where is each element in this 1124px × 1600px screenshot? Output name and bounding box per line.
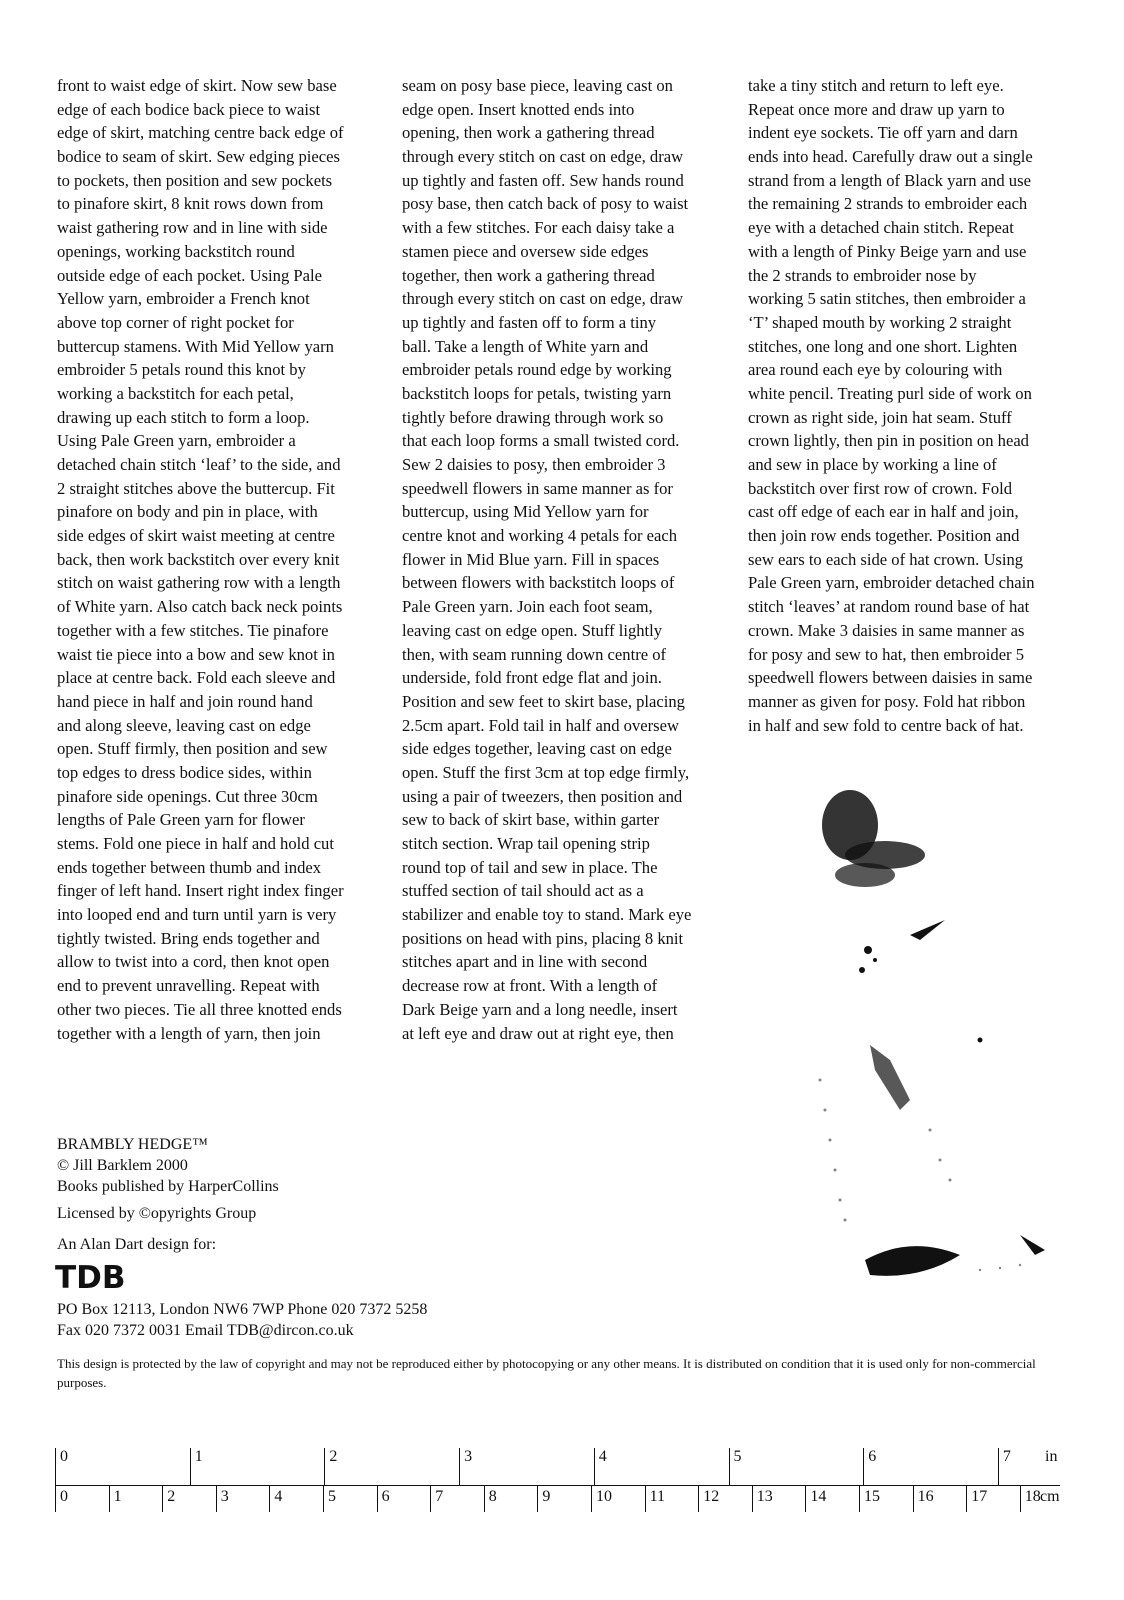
text-line: working 5 satin stitches, then embroider a (748, 289, 1026, 309)
brand-name: BRAMBLY HEDGE™ (57, 1136, 208, 1153)
text-line: above top corner of right pocket for (57, 312, 294, 332)
text-line: stitch section. Wrap tail opening strip (402, 834, 650, 853)
text-line: at left eye and draw out at right eye, then (402, 1023, 674, 1043)
text-line: stabilizer and enable toy to stand. Mark eye (402, 905, 692, 925)
text-line: detached chain stitch ‘leaf’ to the side, and (57, 455, 341, 474)
inch-unit: in (1045, 1448, 1058, 1465)
text-line: Pale Green yarn. Join each foot seam, (402, 597, 653, 617)
cm-tick (377, 1485, 378, 1512)
contact-line: Fax 020 7372 0031 Email TDB@dircon.co.uk (57, 1322, 354, 1339)
text-line: Using Pale Green yarn, embroider a (57, 431, 296, 451)
cm-tick (323, 1485, 324, 1512)
text-line: decrease row at front. With a length of (402, 976, 658, 996)
text-line: finger of left hand. Insert right index finger (57, 881, 344, 901)
text-line: front to waist edge of skirt. Now sew base (57, 76, 337, 95)
text-line: end to prevent unravelling. Repeat with (57, 976, 320, 996)
text-line: stuffed section of tail should act as a (402, 881, 644, 901)
cm-label: 13 (756, 1488, 773, 1505)
text-line: underside, fold front edge flat and join. (402, 668, 662, 688)
text-line: sew to back of skirt base, within garter (402, 810, 660, 830)
text-line: Position and sew feet to skirt base, placing (402, 691, 685, 711)
designer-line: An Alan Dart design for: (57, 1236, 217, 1253)
cm-tick (645, 1485, 646, 1512)
text-column-1 (57, 74, 392, 1045)
text-line: eye with a detached chain stitch. Repeat (748, 218, 1014, 238)
text-line: then, with seam running down centre of (402, 644, 667, 664)
text-line: ends into head. Carefully draw out a single (748, 147, 1033, 167)
text-line: together with a length of yarn, then join (57, 1023, 321, 1043)
tdb-logo: TDB (55, 1260, 126, 1296)
text-column-2 (402, 74, 737, 1045)
cm-tick (913, 1485, 914, 1512)
cm-tick (484, 1485, 485, 1512)
cm-label: 3 (220, 1488, 229, 1505)
text-line: back, then work backstitch over every knit (57, 549, 340, 569)
text-line: for posy and sew to hat, then embroider 5 (748, 644, 1025, 664)
cm-label: 16 (917, 1488, 934, 1505)
cm-tick (55, 1485, 56, 1512)
text-line: Sew 2 daisies to posy, then embroider 3 (402, 455, 666, 474)
inch-label: 4 (598, 1448, 607, 1465)
inch-label: 0 (60, 1448, 68, 1465)
inch-label: 6 (868, 1448, 877, 1465)
text-line: buttercup, using Mid Yellow yarn for (402, 502, 649, 522)
measurement-ruler (55, 1448, 1065, 1520)
text-line: speedwell flowers in same manner as for (402, 478, 673, 498)
text-line: tightly twisted. Bring ends together and (57, 928, 320, 948)
text-line: other two pieces. Tie all three knotted ends (57, 999, 342, 1019)
text-line: drawing up each stitch to form a loop. (57, 407, 310, 427)
text-line: through every stitch on cast on edge, draw (402, 289, 684, 309)
cm-tick (430, 1485, 431, 1512)
text-line: ball. Take a length of White yarn and (402, 336, 649, 356)
inch-tick (729, 1448, 730, 1485)
text-line: buttercup stamens. With Mid Yellow yarn (57, 336, 334, 356)
text-line: indent eye sockets. Tie off yarn and darn (748, 123, 1018, 143)
text-line: allow to twist into a cord, then knot open (57, 952, 330, 972)
text-line: openings, working backstitch round (57, 241, 295, 261)
cm-label: 9 (542, 1488, 551, 1505)
text-line: the remaining 2 strands to embroider each (748, 194, 1028, 214)
text-line: that each loop forms a small twisted cord. (402, 431, 680, 451)
text-line: backstitch over first row of crown. Fold (748, 478, 1013, 498)
text-line: cast off edge of each ear in half and join, (748, 502, 1019, 522)
text-line: centre knot and working 4 petals for each (402, 526, 678, 546)
text-line: stitch ‘leaves’ at random round base of hat (748, 597, 1030, 617)
text-line: backstitch loops for petals, twisting yarn (402, 383, 672, 403)
text-line: embroider petals round edge by working (402, 360, 672, 380)
text-line: speedwell flowers between daisies in same (748, 668, 1033, 688)
text-line: with a length of Pinky Beige yarn and use (748, 241, 1027, 261)
inch-label: 3 (464, 1448, 473, 1465)
text-line: side edges of skirt waist meeting at centre (57, 526, 335, 546)
text-line: strand from a length of Black yarn and use (748, 170, 1031, 190)
inch-tick (190, 1448, 191, 1485)
cm-label: 14 (810, 1488, 827, 1505)
cm-tick (537, 1485, 538, 1512)
text-line: then join row ends together. Position and (748, 526, 1020, 546)
inch-tick (324, 1448, 325, 1485)
text-line: with a few stitches. For each daisy take a (402, 218, 675, 238)
text-line: hand piece in half and join round hand (57, 691, 313, 711)
text-line: stitch on waist gathering row with a length (57, 573, 341, 593)
cm-label: 15 (864, 1488, 880, 1505)
copyright-disclaimer: This design is protected by the law of copyright and may not be reproduced either by photocopying or any other means. It is distributed on condition that it is used only for non-commercial purposes. (57, 1356, 1036, 1390)
text-line: working a backstitch for each petal, (57, 383, 294, 403)
cm-label: 12 (703, 1488, 720, 1505)
text-line: place at centre back. Fold each sleeve and (57, 668, 336, 688)
cm-tick (591, 1485, 592, 1512)
text-line: up tightly and fasten off. Sew hands round (402, 170, 684, 190)
cm-tick (859, 1485, 860, 1512)
text-line: edge of each bodice back piece to waist (57, 99, 321, 119)
cm-label: 10 (596, 1488, 612, 1505)
text-line: white pencil. Treating purl side of work on (748, 383, 1032, 403)
text-line: edge of skirt, matching centre back edge of (57, 123, 344, 143)
cm-label: 8 (488, 1488, 497, 1505)
cm-label: 4 (274, 1488, 283, 1505)
cm-label: 5 (328, 1488, 336, 1505)
cm-label: 6 (381, 1488, 390, 1505)
publisher-line: Books published by HarperCollins (57, 1178, 279, 1195)
text-line: between flowers with backstitch loops of (402, 573, 675, 593)
text-line: of White yarn. Also catch back neck points (57, 597, 343, 617)
text-line: using a pair of tweezers, then position and (402, 786, 683, 806)
cm-tick (162, 1485, 163, 1512)
inch-tick (55, 1448, 56, 1485)
text-line: positions on head with pins, placing 8 knit (402, 928, 684, 948)
cm-tick (216, 1485, 217, 1512)
text-line: tightly before drawing through work so (402, 407, 664, 427)
text-line: posy base, then catch back of posy to waist (402, 194, 689, 214)
text-line: Pale Green yarn, embroider detached chain (748, 573, 1035, 593)
text-line: bodice to seam of skirt. Sew edging pieces (57, 147, 340, 167)
text-line: 2 straight stitches above the buttercup. Fit (57, 478, 335, 498)
text-line: stitches apart and in line with second (402, 952, 648, 972)
text-line: to pockets, then position and sew pockets (57, 170, 333, 190)
text-line: Repeat once more and draw up yarn to (748, 99, 1005, 119)
text-line: up tightly and fasten off to form a tiny (402, 312, 657, 332)
cm-tick (805, 1485, 806, 1512)
inch-label: 2 (329, 1448, 338, 1465)
cm-unit: cm (1040, 1488, 1060, 1505)
text-line: to pinafore skirt, 8 knit rows down from (57, 194, 324, 214)
text-line: opening, then work a gathering thread (402, 123, 655, 143)
text-line: waist tie piece into a bow and sew knot in (57, 644, 335, 664)
text-line: area round each eye by colouring with (748, 360, 1003, 380)
text-line: outside edge of each pocket. Using Pale (57, 265, 322, 285)
address-line: PO Box 12113, London NW6 7WP Phone 020 7372 5258 (57, 1301, 428, 1318)
text-line: into looped end and turn until yarn is very (57, 905, 337, 925)
text-line: 2.5cm apart. Fold tail in half and oversew (402, 715, 679, 735)
text-line: crown lightly, then pin in position on head (748, 431, 1029, 451)
cm-label: 18 (1024, 1488, 1041, 1505)
cm-label: 1 (113, 1488, 122, 1505)
cm-label: 7 (435, 1488, 444, 1505)
license-line: Licensed by ©opyrights Group (57, 1205, 257, 1222)
ruler-divider (55, 1485, 1060, 1486)
text-line: side edges together, leaving cast on edge (402, 739, 672, 759)
text-line: sew ears to each side of hat crown. Using (748, 549, 1024, 569)
inch-label: 1 (194, 1448, 203, 1465)
text-line: open. Stuff firmly, then position and sew (57, 739, 328, 759)
text-line: top edges to dress bodice sides, within (57, 762, 312, 782)
text-line: lengths of Pale Green yarn for flower (57, 810, 305, 830)
text-line: round top of tail and sew in place. The (402, 857, 658, 877)
text-line: open. Stuff the first 3cm at top edge firmly, (402, 762, 690, 782)
text-line: crown. Make 3 daisies in same manner as (748, 620, 1025, 640)
cm-label: 0 (60, 1488, 68, 1505)
text-line: stems. Fold one piece in half and hold cut (57, 834, 334, 853)
text-line: and along sleeve, leaving cast on edge (57, 715, 311, 735)
text-line: together with a few stitches. Tie pinafore (57, 620, 329, 640)
copyright-line: © Jill Barklem 2000 (57, 1157, 188, 1174)
text-line: edge open. Insert knotted ends into (402, 99, 635, 119)
inch-label: 7 (1002, 1448, 1011, 1465)
text-line: seam on posy base piece, leaving cast on (402, 76, 673, 95)
text-line: embroider 5 petals round this knot by (57, 360, 306, 380)
text-line: take a tiny stitch and return to left eye. (748, 76, 1004, 95)
text-line: waist gathering row and in line with side (57, 218, 328, 238)
text-line: stitches, one long and one short. Lighten (748, 336, 1018, 356)
text-line: flower in Mid Blue yarn. Fill in spaces (402, 549, 660, 569)
text-line: the 2 strands to embroider nose by (748, 265, 977, 285)
text-line: manner as given for posy. Fold hat ribbon (748, 691, 1026, 711)
text-line: pinafore on body and pin in place, with (57, 502, 318, 522)
text-line: pinafore side openings. Cut three 30cm (57, 786, 318, 806)
text-line: and sew in place by working a line of (748, 455, 997, 474)
cm-tick (1020, 1485, 1021, 1512)
cm-tick (966, 1485, 967, 1512)
inch-tick (594, 1448, 595, 1485)
text-line: leaving cast on edge open. Stuff lightly (402, 620, 663, 640)
text-line: stamen piece and oversew side edges (402, 241, 649, 261)
text-line: in half and sew fold to centre back of hat. (748, 715, 1024, 735)
cm-tick (698, 1485, 699, 1512)
cm-label: 17 (971, 1488, 988, 1505)
text-line: ends together between thumb and index (57, 857, 322, 877)
cm-label: 11 (649, 1488, 665, 1505)
text-line: crown as right side, join hat seam. Stuff (748, 407, 1012, 427)
cm-tick (269, 1485, 270, 1512)
text-column-3 (748, 74, 1083, 737)
cm-label: 2 (167, 1488, 176, 1505)
text-line: Dark Beige yarn and a long needle, insert (402, 999, 678, 1019)
cm-tick (752, 1485, 753, 1512)
inch-tick (998, 1448, 999, 1485)
text-line: together, then work a gathering thread (402, 265, 655, 285)
text-line: Yellow yarn, embroider a French knot (57, 289, 310, 309)
text-line: ‘T’ shaped mouth by working 2 straight (748, 312, 1012, 332)
mouse-illustration (800, 780, 1080, 1320)
text-line: through every stitch on cast on edge, draw (402, 147, 684, 167)
inch-tick (459, 1448, 460, 1485)
inch-tick (863, 1448, 864, 1485)
inch-label: 5 (733, 1448, 742, 1465)
cm-tick (109, 1485, 110, 1512)
